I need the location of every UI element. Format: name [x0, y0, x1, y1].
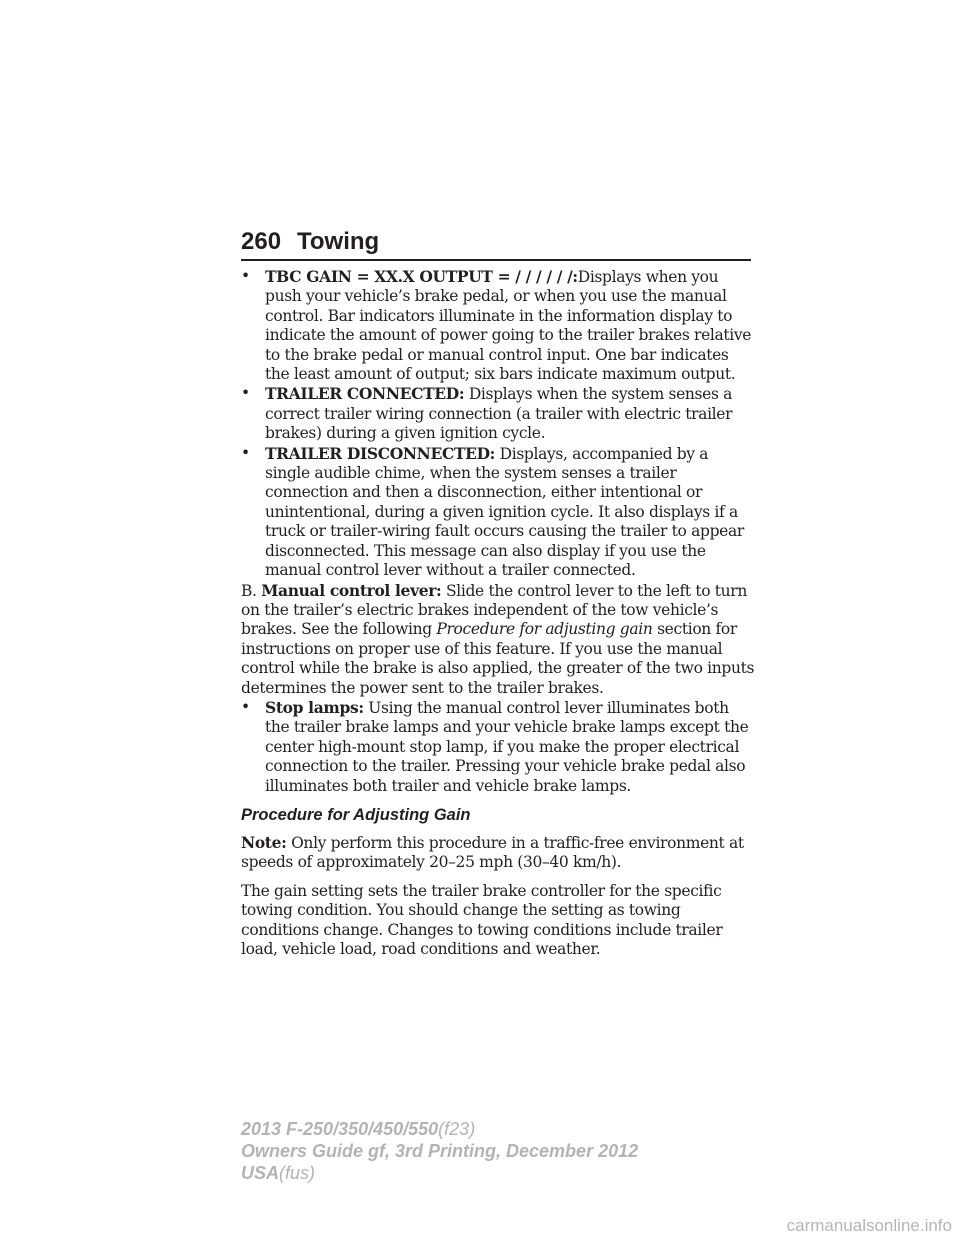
bullet-label: TBC GAIN = XX.X OUTPUT = / / / / / /: — [265, 267, 578, 286]
note-paragraph — [241, 833, 757, 873]
bullet-dot: • — [241, 697, 250, 716]
bullet-text: Displays when the system senses a correct trailer wiring connection (a trailer with electric trailer brakes) during a given ignition cycle. — [265, 385, 733, 443]
bullet-text: Using the manual control lever illuminates both the trailer brake lamps and your vehicle brake lamps except the center high-mount stop lamp, if you make the proper electrical connection to the trailer. Pressing your vehicle brake pedal also illuminates both trailer and vehicle brake lamps. — [265, 698, 749, 795]
manual-control-label: Manual control lever: — [261, 580, 442, 600]
page-content — [241, 267, 757, 959]
manual-control-text-1: Slide the control lever to the left to turn on the trailer’s electric brakes independent of the tow vehicle’s brakes. See the following — [241, 581, 747, 639]
bullet-text: Displays when you push your vehicle’s brake pedal, or when you use the manual control. Bar indicators illuminate in the information display to indicate the amount of power going to the trailer brakes relative to the brake pedal or manual control input. One bar indicates the least amount of output; six bars indicate maximum output. — [265, 268, 752, 384]
bullet-stop-lamps — [241, 698, 757, 796]
bullet-dot: • — [241, 267, 250, 285]
watermark-text: carmanualsonline.info — [786, 1216, 952, 1235]
manual-control-paragraph — [241, 581, 757, 698]
note-label: Note: — [241, 832, 287, 852]
bullet-label: TRAILER DISCONNECTED: — [265, 443, 496, 463]
footer-market-code: (fus) — [279, 1163, 316, 1183]
footer-model-code: (f23) — [438, 1119, 476, 1139]
manual-control-text-2: section for instructions on proper use of this feature. If you use the manual control while the brake is also applied, the greater of the two inputs determines the power sent to the trailer brakes. — [241, 620, 755, 697]
bullet-trailer-disconnected — [241, 444, 757, 581]
bullet-dot: • — [241, 443, 250, 462]
list-prefix: B. — [241, 581, 257, 600]
bullet-trailer-connected — [241, 384, 757, 443]
header-rule — [241, 259, 751, 261]
bullet-text: Displays, accompanied by a single audible chime, when the system senses a trailer connection and then a disconnection, either intentional or unintentional, during a given ignition cycle. It also displays if a truck or trailer-wiring fault occurs causing the trailer to appear disconnected. This message can also display if you use the manual control lever without a trailer connected. — [265, 444, 744, 580]
footer-printing: Owners Guide gf, 3rd Printing, December 2012 — [241, 1141, 639, 1161]
bullet-tbc-gain — [241, 267, 757, 384]
note-text: Only perform this procedure in a traffic-free environment at speeds of approximately 20–25 mph (30–40 km/h). — [241, 833, 744, 872]
page-number: 260 — [241, 228, 282, 255]
footer-model: 2013 F-250/350/450/550 — [241, 1119, 439, 1139]
document-footer — [241, 1118, 638, 1184]
footer-market: USA — [241, 1163, 280, 1183]
page-header — [241, 228, 751, 260]
footer-line-1 — [241, 1118, 638, 1140]
bullet-label: Stop lamps: — [265, 697, 364, 717]
footer-line-2 — [241, 1140, 638, 1162]
section-title: Towing — [297, 228, 380, 255]
procedure-reference: Procedure for adjusting gain — [436, 620, 653, 639]
footer-line-3 — [241, 1162, 638, 1184]
procedure-heading: Procedure for Adjusting Gain — [241, 805, 471, 824]
bullet-dot: • — [241, 384, 250, 403]
gain-paragraph: The gain setting sets the trailer brake controller for the specific towing condition. You should change the setting as towing conditions change. Changes to towing conditions include trailer load, vehicle load, road conditions and weather. — [241, 881, 723, 958]
bullet-label: TRAILER CONNECTED: — [265, 384, 465, 404]
